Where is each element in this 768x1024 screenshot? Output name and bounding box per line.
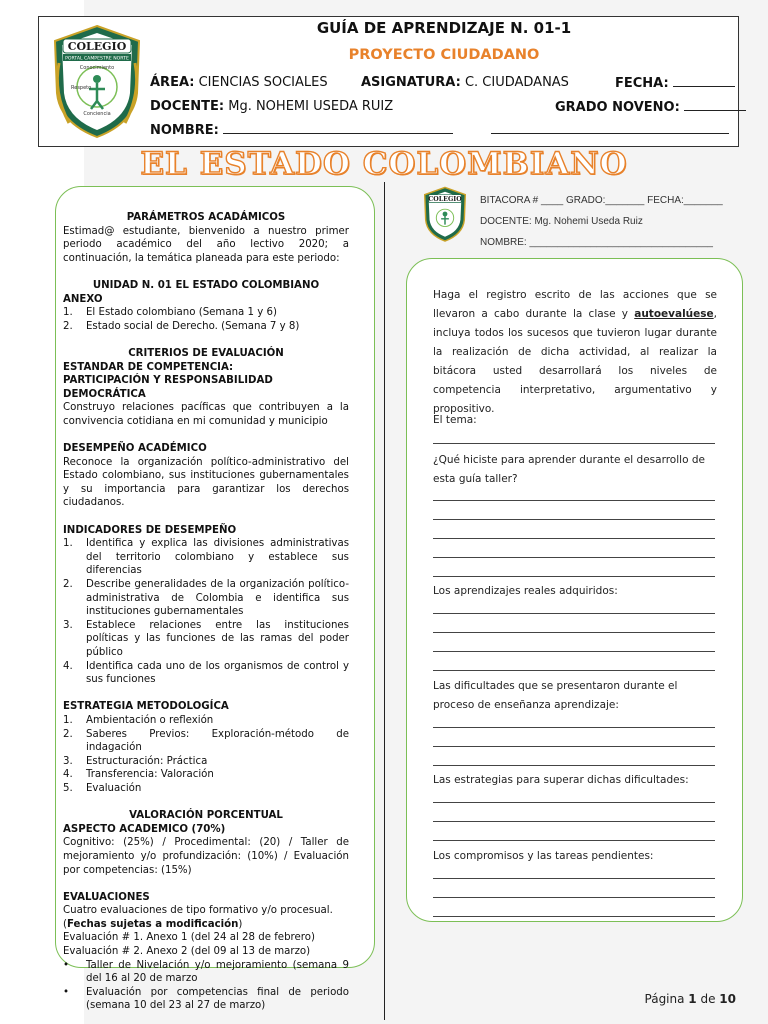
participacion-text: Construyo relaciones pacíficas que contribuyen a la convivencia cotidiana en mi comunidad y municipio	[63, 402, 349, 427]
bitacora-nombre: NOMBRE: _________________________________	[480, 237, 713, 248]
list-item: • Taller de Nivelación y/o mejoramiento (semana 9 del 16 al 20 de marzo	[63, 959, 349, 985]
list-item: • Evaluación por competencias final de periodo (semana 10 del 23 al 27 de marzo)	[63, 986, 349, 1012]
list-item: 4. Transferencia: Valoración	[63, 769, 214, 781]
bitacora-intro: Haga el registro escrito de las acciones que se llevaron a cabo durante la clase y autoevalúese, incluya todos los sucesos que tuvieron lugar durante la realización de dicha actividad, al realizar la bitácora usted desarrollará los niveles de competencia interpretativo, argumentativo y propositivo.	[433, 289, 717, 415]
nombre-field-extension-row	[491, 122, 729, 138]
indicadores-title: INDICADORES DE DESEMPEÑO	[63, 524, 237, 536]
asignatura-value: C. CIUDADANAS	[460, 75, 569, 90]
answer-line[interactable]	[433, 651, 715, 652]
list-item: 1. Ambientación o reflexión	[63, 714, 214, 726]
header-row-docente	[150, 99, 393, 114]
bitacora-docente: DOCENTE: Mg. Nohemi Useda Ruiz	[480, 216, 643, 227]
page-number: Página 1 de 10	[644, 992, 736, 1006]
logo-word-2: Respeto	[71, 85, 92, 91]
nombre-field-extension[interactable]	[491, 122, 729, 134]
answer-line[interactable]	[433, 613, 715, 614]
grado-field[interactable]	[684, 99, 746, 111]
answer-line[interactable]	[433, 538, 715, 539]
header-row-nombre	[150, 122, 453, 138]
question-compromisos: Los compromisos y las tareas pendientes:	[433, 850, 654, 862]
answer-line[interactable]	[433, 670, 715, 671]
eval-1: Evaluación # 1. Anexo 1 (del 24 al 28 de febrero)	[63, 932, 315, 944]
answer-line[interactable]	[433, 519, 715, 520]
docente-value: Mg. NOHEMI USEDA RUIZ	[224, 99, 394, 114]
main-title: EL ESTADO COLOMBIANO	[140, 146, 628, 182]
participacion-label: PARTICIPACIÓN Y RESPONSABILIDAD DEMOCRÁTICA	[63, 375, 273, 400]
nombre-label: NOMBRE:	[150, 123, 219, 138]
answer-line[interactable]	[433, 557, 715, 558]
list-item: 2. Describe generalidades de la organización político-administrativa de Colombia e identifica sus instituciones gubernamentales	[63, 579, 349, 618]
school-logo	[49, 23, 145, 139]
academic-parameters-content	[63, 211, 349, 1013]
fechas-note: (Fechas sujetas a modificación)	[63, 918, 243, 930]
fecha-field[interactable]	[673, 75, 735, 87]
unit-title: UNIDAD N. 01 EL ESTADO COLOMBIANO	[92, 279, 320, 291]
area-label: ÁREA:	[150, 75, 195, 90]
eval-2: Evaluación # 2. Anexo 2 (del 09 al 13 de marzo)	[63, 946, 311, 958]
list-item: 3. Estructuración: Práctica	[63, 755, 208, 767]
answer-line[interactable]	[433, 500, 715, 501]
estrategia-title: ESTRATEGIA METODOLOGÍCA	[63, 701, 229, 713]
valoracion-title: VALORACIÓN PORCENTUAL	[129, 810, 283, 822]
question-aprendizajes: Los aprendizajes reales adquiridos:	[433, 585, 618, 597]
evaluaciones-title: EVALUACIONES	[63, 891, 150, 903]
answer-line[interactable]	[433, 746, 715, 747]
autoevaluese-emphasis: autoevalúese	[634, 308, 714, 320]
logo-word-3: Conciencia	[83, 111, 111, 117]
docente-label: DOCENTE:	[150, 99, 225, 114]
answer-line[interactable]	[433, 916, 715, 917]
aspecto-text: Cognitivo: (25%) / Procedimental: (20) / Taller de mejoramiento y/o profundización: (10%) / Evaluación por competencias: (15%)	[63, 837, 349, 876]
estandar-label: ESTANDAR DE COMPETENCIA:	[63, 361, 234, 373]
answer-line[interactable]	[433, 632, 715, 633]
anexo-label: ANEXO	[63, 293, 103, 305]
answer-line[interactable]	[433, 840, 715, 841]
criterios-title: CRITERIOS DE EVALUACIÓN	[128, 347, 284, 359]
logo-word-1: Conocimiento	[79, 65, 115, 71]
header-row-asignatura	[361, 75, 569, 90]
answer-line[interactable]	[433, 443, 715, 444]
logo-text: COLEGIO	[67, 40, 127, 53]
question-tema: El tema:	[433, 414, 477, 426]
question-estrategias: Las estrategias para superar dichas dificultades:	[433, 774, 689, 786]
answer-line[interactable]	[433, 821, 715, 822]
list-item: 4. Identifica cada uno de los organismos de control y sus funciones	[63, 660, 349, 686]
answer-line[interactable]	[433, 897, 715, 898]
column-divider	[384, 182, 385, 1020]
list-item: 1. Identifica y explica las divisiones administrativas del territorio colombiano y establece sus diferencias	[63, 538, 349, 577]
grado-label: GRADO NOVENO:	[555, 100, 680, 115]
list-item: 5. Evaluación	[63, 782, 142, 794]
answer-line[interactable]	[433, 878, 715, 879]
params-text: Estimad@ estudiante, bienvenido a nuestro primer periodo académico del año lectivo 2020; a continuación, la temática planeada para este periodo:	[63, 225, 349, 264]
header-box	[38, 16, 739, 147]
desempeno-text: Reconoce la organización político-administrativo del Estado colombiano, sus instituciones gubernamentales y su importancia para garantizar los derechos ciudadanos.	[63, 456, 349, 509]
header-row-fecha	[615, 75, 735, 91]
evaluaciones-text: Cuatro evaluaciones de tipo formativo y/o procesual.	[63, 905, 333, 917]
area-value: CIENCIAS SOCIALES	[194, 75, 328, 90]
params-title: PARÁMETROS ACADÁMICOS	[126, 212, 286, 223]
aspecto-label: ASPECTO ACADEMICO (70%)	[63, 823, 226, 835]
list-item: 3. Establece relaciones entre las instituciones políticas y las funciones de las ramas del poder público	[63, 619, 349, 658]
header-row-grado	[555, 99, 746, 115]
desempeno-title: DESEMPEÑO ACADÉMICO	[63, 443, 207, 455]
list-item: 2. Saberes Previos: Exploración-método de indagación	[63, 728, 349, 754]
bitacora-school-logo	[420, 186, 470, 242]
bitacora-logo-text: COLEGIO	[428, 195, 462, 203]
asignatura-label: ASIGNATURA:	[361, 75, 461, 90]
guide-title: GUÍA DE APRENDIZAJE N. 01-1	[316, 19, 572, 37]
bitacora-line-1: BITACORA # ____ GRADO:_______ FECHA:_______	[480, 195, 723, 206]
list-item: 1. El Estado colombiano (Semana 1 y 6)	[63, 307, 277, 319]
nombre-field[interactable]	[223, 122, 453, 134]
project-subtitle: PROYECTO CIUDADANO	[348, 47, 540, 63]
question-aprender: ¿Qué hiciste para aprender durante el desarrollo de esta guía taller?	[433, 454, 705, 485]
answer-line[interactable]	[433, 576, 715, 577]
answer-line[interactable]	[433, 727, 715, 728]
question-dificultades: Las dificultades que se presentaron durante el proceso de enseñanza aprendizaje:	[433, 680, 678, 711]
logo-ribbon-text: PORTAL CAMPESTRE NORTE	[65, 56, 129, 62]
answer-line[interactable]	[433, 802, 715, 803]
list-item: 2. Estado social de Derecho. (Semana 7 y 8)	[63, 320, 300, 332]
answer-line[interactable]	[433, 765, 715, 766]
fecha-label: FECHA:	[615, 76, 669, 91]
header-row-area	[150, 75, 328, 90]
